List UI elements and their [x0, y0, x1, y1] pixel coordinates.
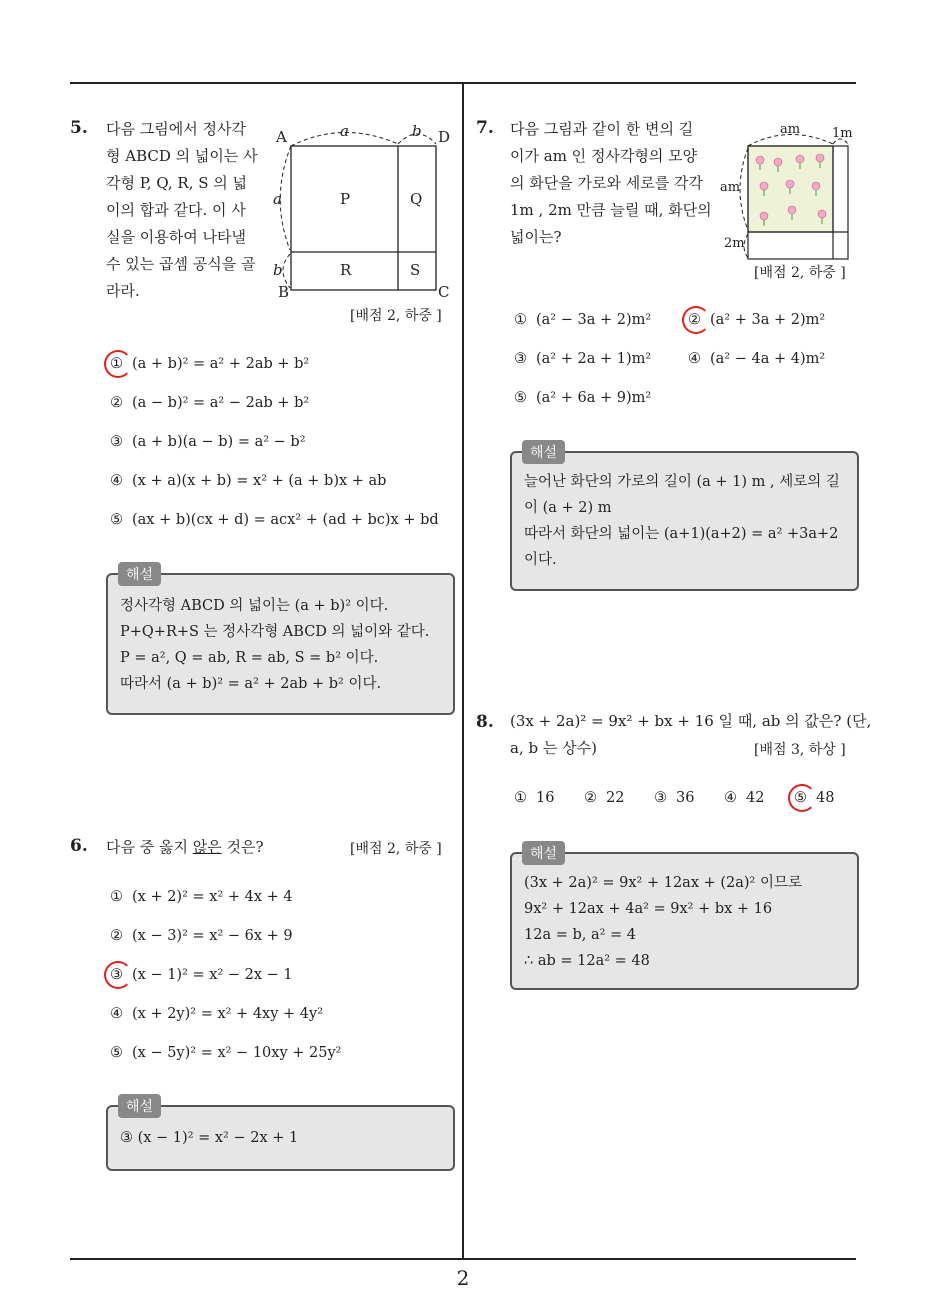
q7-solution-box [510, 451, 859, 591]
option-text: 36 [676, 790, 695, 806]
solution-line: 정사각형 ABCD 의 넓이는 (a + b)² 이다. [120, 598, 389, 614]
option-number: ④ [110, 1006, 123, 1022]
q5-line: 실을 이용하여 나타낼 [106, 228, 246, 246]
q8-solution-box [510, 852, 859, 990]
region-P: P [340, 190, 351, 208]
option-number: ② [110, 928, 123, 944]
q8-line: (3x + 2a)² = 9x² + bx + 16 일 때, ab 의 값은? (단, [510, 712, 872, 730]
q7-option-3[interactable] [514, 351, 651, 367]
q6-option-1[interactable] [110, 889, 293, 905]
q8-option-4[interactable] [724, 790, 764, 806]
q8-solution-text [524, 870, 802, 974]
q7-solution-tag: 해설 [522, 440, 565, 464]
q5-line: 각형 P, Q, R, S 의 넓 [106, 174, 248, 192]
q7-line: 의 화단을 가로와 세로를 각각 [510, 174, 703, 192]
answer-mark-circle [104, 350, 132, 378]
q8-option-2[interactable] [584, 790, 624, 806]
solution-line: 이다. [524, 552, 557, 568]
solution-line: ∴ ab = 12a² = 48 [524, 953, 650, 969]
q7-line: 넓이는? [510, 228, 562, 246]
q6-solution-tag: 해설 [118, 1094, 161, 1118]
option-text: (a² + 2a + 1)m² [536, 351, 652, 367]
label-2m: 2m [724, 236, 745, 251]
solution-line: (3x + 2a)² = 9x² + 12ax + (2a)² 이므로 [524, 875, 802, 891]
q6-solution-text [120, 1125, 298, 1151]
solution-line: 9x² + 12ax + 4a² = 9x² + bx + 16 [524, 901, 773, 917]
q5-option-5[interactable] [110, 512, 439, 528]
label-a-side: a [273, 190, 282, 208]
q7-question-text [510, 116, 712, 251]
option-number: ② [110, 395, 123, 411]
q6-text-post: 것은? [221, 838, 264, 856]
q7-figure [718, 122, 858, 262]
q7-score: [배점 2, 하중 ] [754, 265, 846, 281]
q7-line: 다음 그림과 같이 한 변의 길 [510, 120, 694, 138]
region-R: R [340, 261, 352, 279]
solution-line: 늘어난 화단의 가로의 길이 (a + 1) m , 세로의 길 [524, 474, 840, 490]
option-number: ① [110, 889, 123, 905]
option-number: ② [688, 312, 701, 328]
q5-option-4[interactable] [110, 473, 386, 489]
q6-option-2[interactable] [110, 928, 293, 944]
option-number: ⑤ [110, 1045, 123, 1061]
option-number: ③ [110, 967, 123, 983]
q8-option-1[interactable] [514, 790, 554, 806]
option-number: ② [584, 790, 597, 806]
q6-option-4[interactable] [110, 1006, 323, 1022]
answer-mark-circle [104, 961, 132, 989]
option-text: 22 [606, 790, 625, 806]
q5-number: 5. [70, 118, 88, 138]
option-text: (a² + 3a + 2)m² [710, 312, 826, 328]
q6-number: 6. [70, 836, 88, 856]
page-number: 2 [456, 1266, 470, 1290]
label-A: A [276, 128, 287, 146]
q7-line: 이가 am 인 정사각형의 모양 [510, 147, 698, 165]
q5-solution-box [106, 573, 455, 715]
option-text: (a² + 6a + 9)m² [536, 390, 652, 406]
solution-line: P+Q+R+S 는 정사각형 ABCD 의 넓이와 같다. [120, 624, 430, 640]
label-D: D [438, 128, 451, 146]
option-number: ④ [110, 473, 123, 489]
bottom-rule [70, 1258, 856, 1260]
solution-line: 12a = b, a² = 4 [524, 927, 637, 943]
option-number: ④ [724, 790, 737, 806]
q5-option-1[interactable] [110, 356, 309, 372]
region-S: S [410, 261, 421, 279]
q6-text-pre: 다음 중 옳지 [106, 838, 193, 856]
label-am-top: am [780, 122, 801, 137]
q5-option-3[interactable] [110, 434, 306, 450]
q6-score: [배점 2, 하중 ] [350, 841, 442, 857]
q8-line: a, b 는 상수) [510, 739, 597, 757]
q7-option-1[interactable] [514, 312, 651, 328]
q8-solution-tag: 해설 [522, 841, 565, 865]
answer-mark-circle [788, 784, 816, 812]
solution-line: ③ (x − 1)² = x² − 2x + 1 [120, 1130, 299, 1146]
option-text: (a − b)² = a² − 2ab + b² [132, 395, 310, 411]
q6-option-3[interactable] [110, 967, 293, 983]
option-text: (a² − 3a + 2)m² [536, 312, 652, 328]
q7-line: 1m , 2m 만큼 늘릴 때, 화단의 [510, 201, 712, 219]
option-text: (x + a)(x + b) = x² + (a + b)x + ab [132, 473, 387, 489]
label-a-top: a [340, 122, 349, 140]
q5-line: 이의 합과 같다. 이 사 [106, 201, 246, 219]
q5-line: 수 있는 곱셈 공식을 골 [106, 255, 256, 273]
q5-option-2[interactable] [110, 395, 309, 411]
q8-number: 8. [476, 712, 494, 732]
option-number: ⑤ [514, 390, 527, 406]
option-number: ③ [654, 790, 667, 806]
option-text: 48 [816, 790, 835, 806]
option-text: (a + b)(a − b) = a² − b² [132, 434, 306, 450]
option-number: ③ [514, 351, 527, 367]
q7-option-4[interactable] [688, 351, 825, 367]
option-number: ① [110, 356, 123, 372]
option-text: (x + 2)² = x² + 4x + 4 [132, 889, 293, 905]
option-text: 16 [536, 790, 555, 806]
option-number: ① [514, 790, 527, 806]
option-text: (x − 5y)² = x² − 10xy + 25y² [132, 1045, 342, 1061]
label-b-top: b [412, 122, 422, 140]
region-Q: Q [410, 190, 423, 208]
solution-line: 이 (a + 2) m [524, 500, 612, 516]
q5-question-text [106, 116, 258, 305]
label-C: C [438, 283, 450, 301]
label-1m: 1m [832, 126, 853, 141]
option-text: (x − 1)² = x² − 2x − 1 [132, 967, 293, 983]
q6-question-text [106, 834, 264, 861]
q5-solution-tag: 해설 [118, 562, 161, 586]
solution-line: 따라서 화단의 넓이는 (a+1)(a+2) = a² +3a+2 [524, 526, 839, 542]
column-divider [462, 83, 464, 1259]
q8-score: [배점 3, 하상 ] [754, 742, 846, 758]
option-text: 42 [746, 790, 765, 806]
solution-line: P = a², Q = ab, R = ab, S = b² 이다. [120, 650, 379, 666]
q6-text-underlined: 않은 [192, 838, 222, 856]
q7-solution-text [524, 469, 840, 573]
q5-square-diagram [268, 118, 458, 303]
option-number: ⑤ [794, 790, 807, 806]
option-number: ① [514, 312, 527, 328]
q8-option-3[interactable] [654, 790, 694, 806]
q5-line: 라라. [106, 282, 140, 300]
solution-line: 따라서 (a + b)² = a² + 2ab + b² 이다. [120, 676, 382, 692]
q5-solution-text [120, 593, 429, 697]
label-B: B [278, 283, 290, 301]
option-text: (x + 2y)² = x² + 4xy + 4y² [132, 1006, 324, 1022]
option-number: ④ [688, 351, 701, 367]
label-am-side: am [720, 180, 741, 195]
option-number: ③ [110, 434, 123, 450]
answer-mark-circle [682, 306, 710, 334]
q6-option-5[interactable] [110, 1045, 341, 1061]
option-text: (ax + b)(cx + d) = acx² + (ad + bc)x + bd [132, 512, 439, 528]
q7-option-5[interactable] [514, 390, 651, 406]
option-text: (a + b)² = a² + 2ab + b² [132, 356, 310, 372]
option-text: (a² − 4a + 4)m² [710, 351, 826, 367]
label-b-side: b [273, 261, 283, 279]
q7-number: 7. [476, 118, 494, 138]
option-text: (x − 3)² = x² − 6x + 9 [132, 928, 293, 944]
q5-line: 다음 그림에서 정사각 [106, 120, 246, 138]
q5-score: [배점 2, 하중 ] [350, 308, 442, 324]
q5-figure [268, 118, 458, 303]
q5-line: 형 ABCD 의 넓이는 사 [106, 147, 258, 165]
option-number: ⑤ [110, 512, 123, 528]
